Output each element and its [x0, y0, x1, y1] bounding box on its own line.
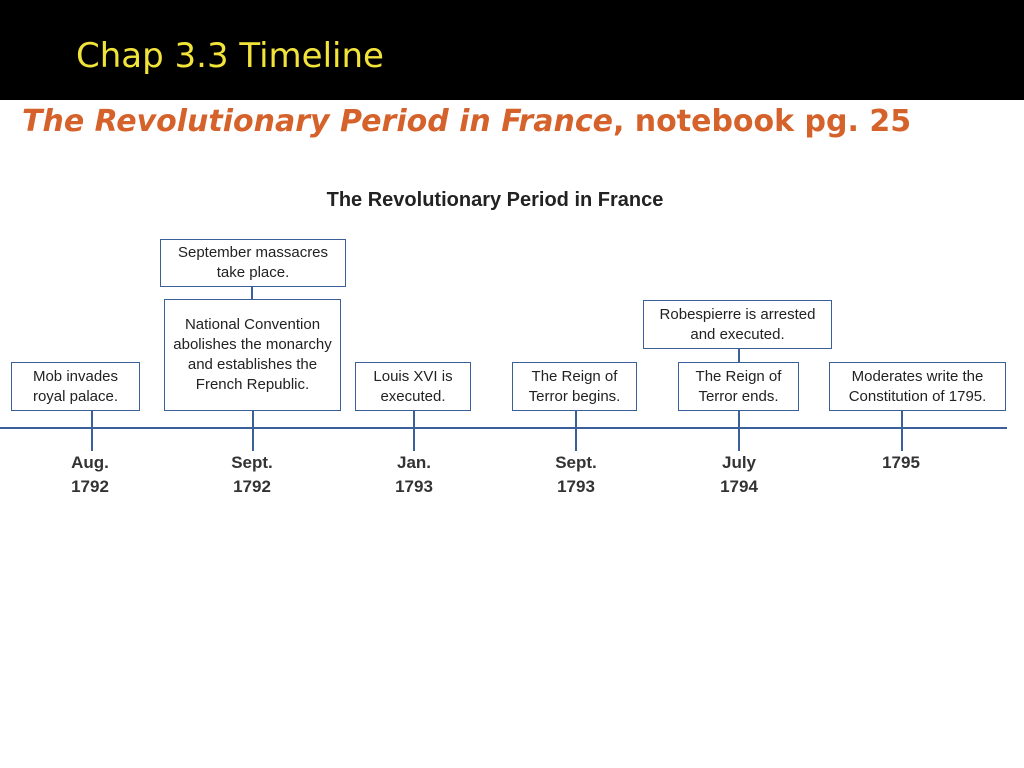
event-text: Louis XVI is executed. — [373, 367, 453, 405]
slide-title: Chap 3.3 Timeline — [76, 36, 384, 76]
event-box-sept-1793 — [512, 362, 637, 411]
tick-jan-1793 — [413, 411, 415, 451]
date-year: 1794 — [720, 477, 758, 496]
tick-sept-1793 — [575, 411, 577, 451]
event-text: The Reign of Terror ends. — [695, 367, 782, 405]
event-text: Robespierre is arrested and executed. — [659, 305, 816, 343]
event-text: Mob invades royal palace. — [32, 367, 119, 405]
date-year: 1792 — [233, 477, 271, 496]
date-year: 1795 — [882, 453, 920, 472]
date-label-july-1794 — [694, 451, 784, 499]
tick-july-1794 — [738, 411, 740, 451]
connector-sept-1792 — [251, 287, 253, 299]
event-box-jan-1793 — [355, 362, 471, 411]
date-label-jan-1793 — [369, 451, 459, 499]
tick-aug-1792 — [91, 411, 93, 451]
event-box-july-1794-top — [643, 300, 832, 349]
event-box-1795 — [829, 362, 1006, 411]
connector-july-1794 — [738, 349, 740, 362]
date-label-1795 — [856, 451, 946, 475]
date-month: Sept. — [555, 453, 597, 472]
date-month: Sept. — [231, 453, 273, 472]
date-year: 1792 — [71, 477, 109, 496]
event-text: The Reign of Terror begins. — [528, 367, 621, 405]
date-label-sept-1793 — [531, 451, 621, 499]
date-label-aug-1792 — [45, 451, 135, 499]
date-month: July — [721, 453, 757, 472]
tick-sept-1792 — [252, 411, 254, 451]
date-month: Aug. — [71, 453, 109, 472]
event-text: National Convention abolishes the monarchy and establishes the French Republic. — [173, 316, 332, 393]
date-month: Jan. — [396, 453, 432, 472]
event-box-july-1794 — [678, 362, 799, 411]
date-year: 1793 — [557, 477, 595, 496]
date-label-sept-1792 — [207, 451, 297, 499]
event-box-aug-1792 — [11, 362, 140, 411]
event-box-sept-1792-top — [160, 239, 346, 287]
subtitle-rest: , notebook pg. 25 — [612, 104, 912, 139]
event-text: September massacres take place. — [177, 244, 329, 281]
timeline-axis — [0, 427, 1007, 429]
subtitle-italic: The Revolutionary Period in France — [22, 104, 613, 139]
slide-subtitle — [22, 104, 911, 139]
tick-1795 — [901, 411, 903, 451]
event-box-sept-1792 — [164, 299, 341, 411]
date-year: 1793 — [395, 477, 433, 496]
diagram-title: The Revolutionary Period in France — [326, 189, 664, 211]
event-text: Moderates write the Constitution of 1795. — [848, 367, 987, 405]
